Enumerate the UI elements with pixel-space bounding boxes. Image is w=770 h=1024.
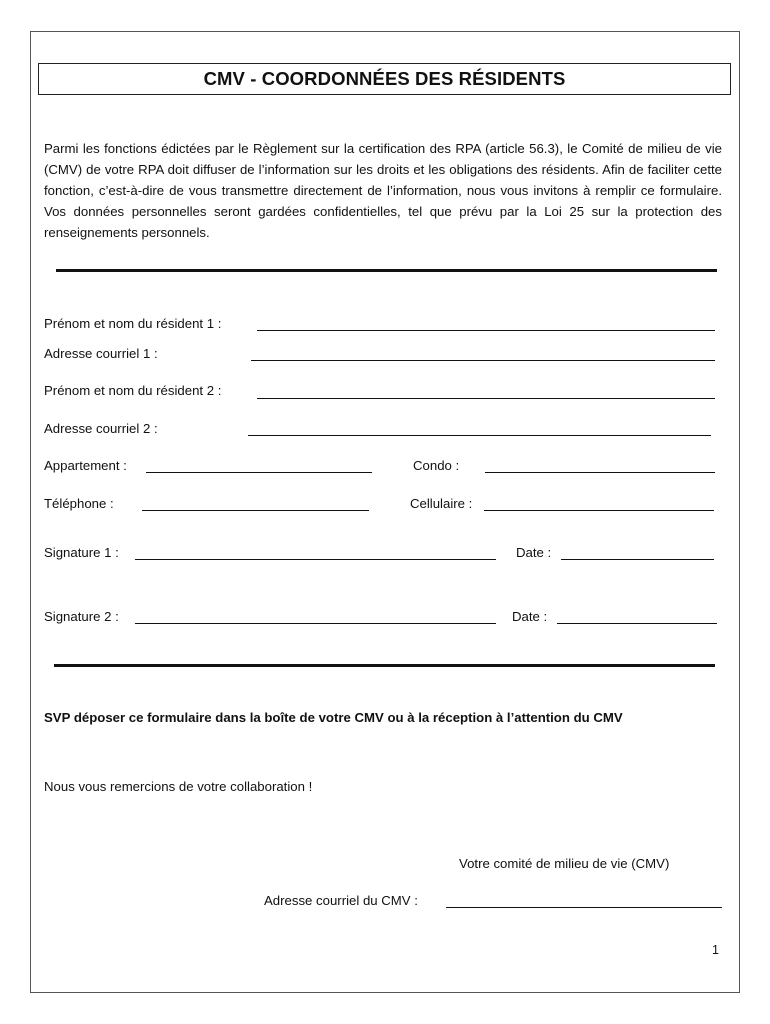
cmv-email-label: Adresse courriel du CMV :	[264, 893, 418, 908]
signoff-text: Votre comité de milieu de vie (CMV)	[459, 856, 670, 871]
condo-field[interactable]	[485, 472, 715, 473]
apartment-label: Appartement :	[44, 458, 127, 473]
apartment-field[interactable]	[146, 472, 372, 473]
email1-label: Adresse courriel 1 :	[44, 346, 158, 361]
date2-field[interactable]	[557, 623, 717, 624]
signature2-field[interactable]	[135, 623, 496, 624]
phone-label: Téléphone :	[44, 496, 114, 511]
email2-label: Adresse courriel 2 :	[44, 421, 158, 436]
date2-label: Date :	[512, 609, 548, 624]
deposit-instruction: SVP déposer ce formulaire dans la boîte de votre CMV ou à la réception à l’attention du CMV	[44, 710, 623, 725]
phone-field[interactable]	[142, 510, 369, 511]
thanks-text: Nous vous remercions de votre collaboration !	[44, 779, 313, 794]
date1-label: Date :	[516, 545, 552, 560]
date1-field[interactable]	[561, 559, 714, 560]
resident2-name-label: Prénom et nom du résident 2 :	[44, 383, 222, 398]
cell-field[interactable]	[484, 510, 714, 511]
signature1-label: Signature 1 :	[44, 545, 119, 560]
cell-label: Cellulaire :	[410, 496, 473, 511]
resident2-name-field[interactable]	[257, 398, 715, 399]
email2-field[interactable]	[248, 435, 711, 436]
page-number: 1	[712, 943, 719, 957]
signature2-label: Signature 2 :	[44, 609, 119, 624]
form-title: CMV - COORDONNÉES DES RÉSIDENTS	[38, 63, 731, 95]
condo-label: Condo :	[413, 458, 460, 473]
intro-paragraph: Parmi les fonctions édictées par le Règlement sur la certification des RPA (article 56.3), le Comité de milieu de vie (CMV) de votre RPA doit diffuser de l’information sur les droits et les obligations des résidents. Afin de faciliter cette fonction, c’est-à-dire de vous transmettre directement de l’information, nous vous invitons à remplir ce formulaire. Vos données personnelles seront gardées confidentielles, tel que prévu par la Loi 25 sur la protection des renseignements personnels.	[44, 141, 722, 240]
top-divider	[56, 269, 717, 272]
signature1-field[interactable]	[135, 559, 496, 560]
cmv-email-field[interactable]	[446, 907, 722, 908]
bottom-divider	[54, 664, 715, 667]
resident1-name-label: Prénom et nom du résident 1 :	[44, 316, 222, 331]
resident1-name-field[interactable]	[257, 330, 715, 331]
email1-field[interactable]	[251, 360, 715, 361]
form-page	[30, 31, 740, 993]
